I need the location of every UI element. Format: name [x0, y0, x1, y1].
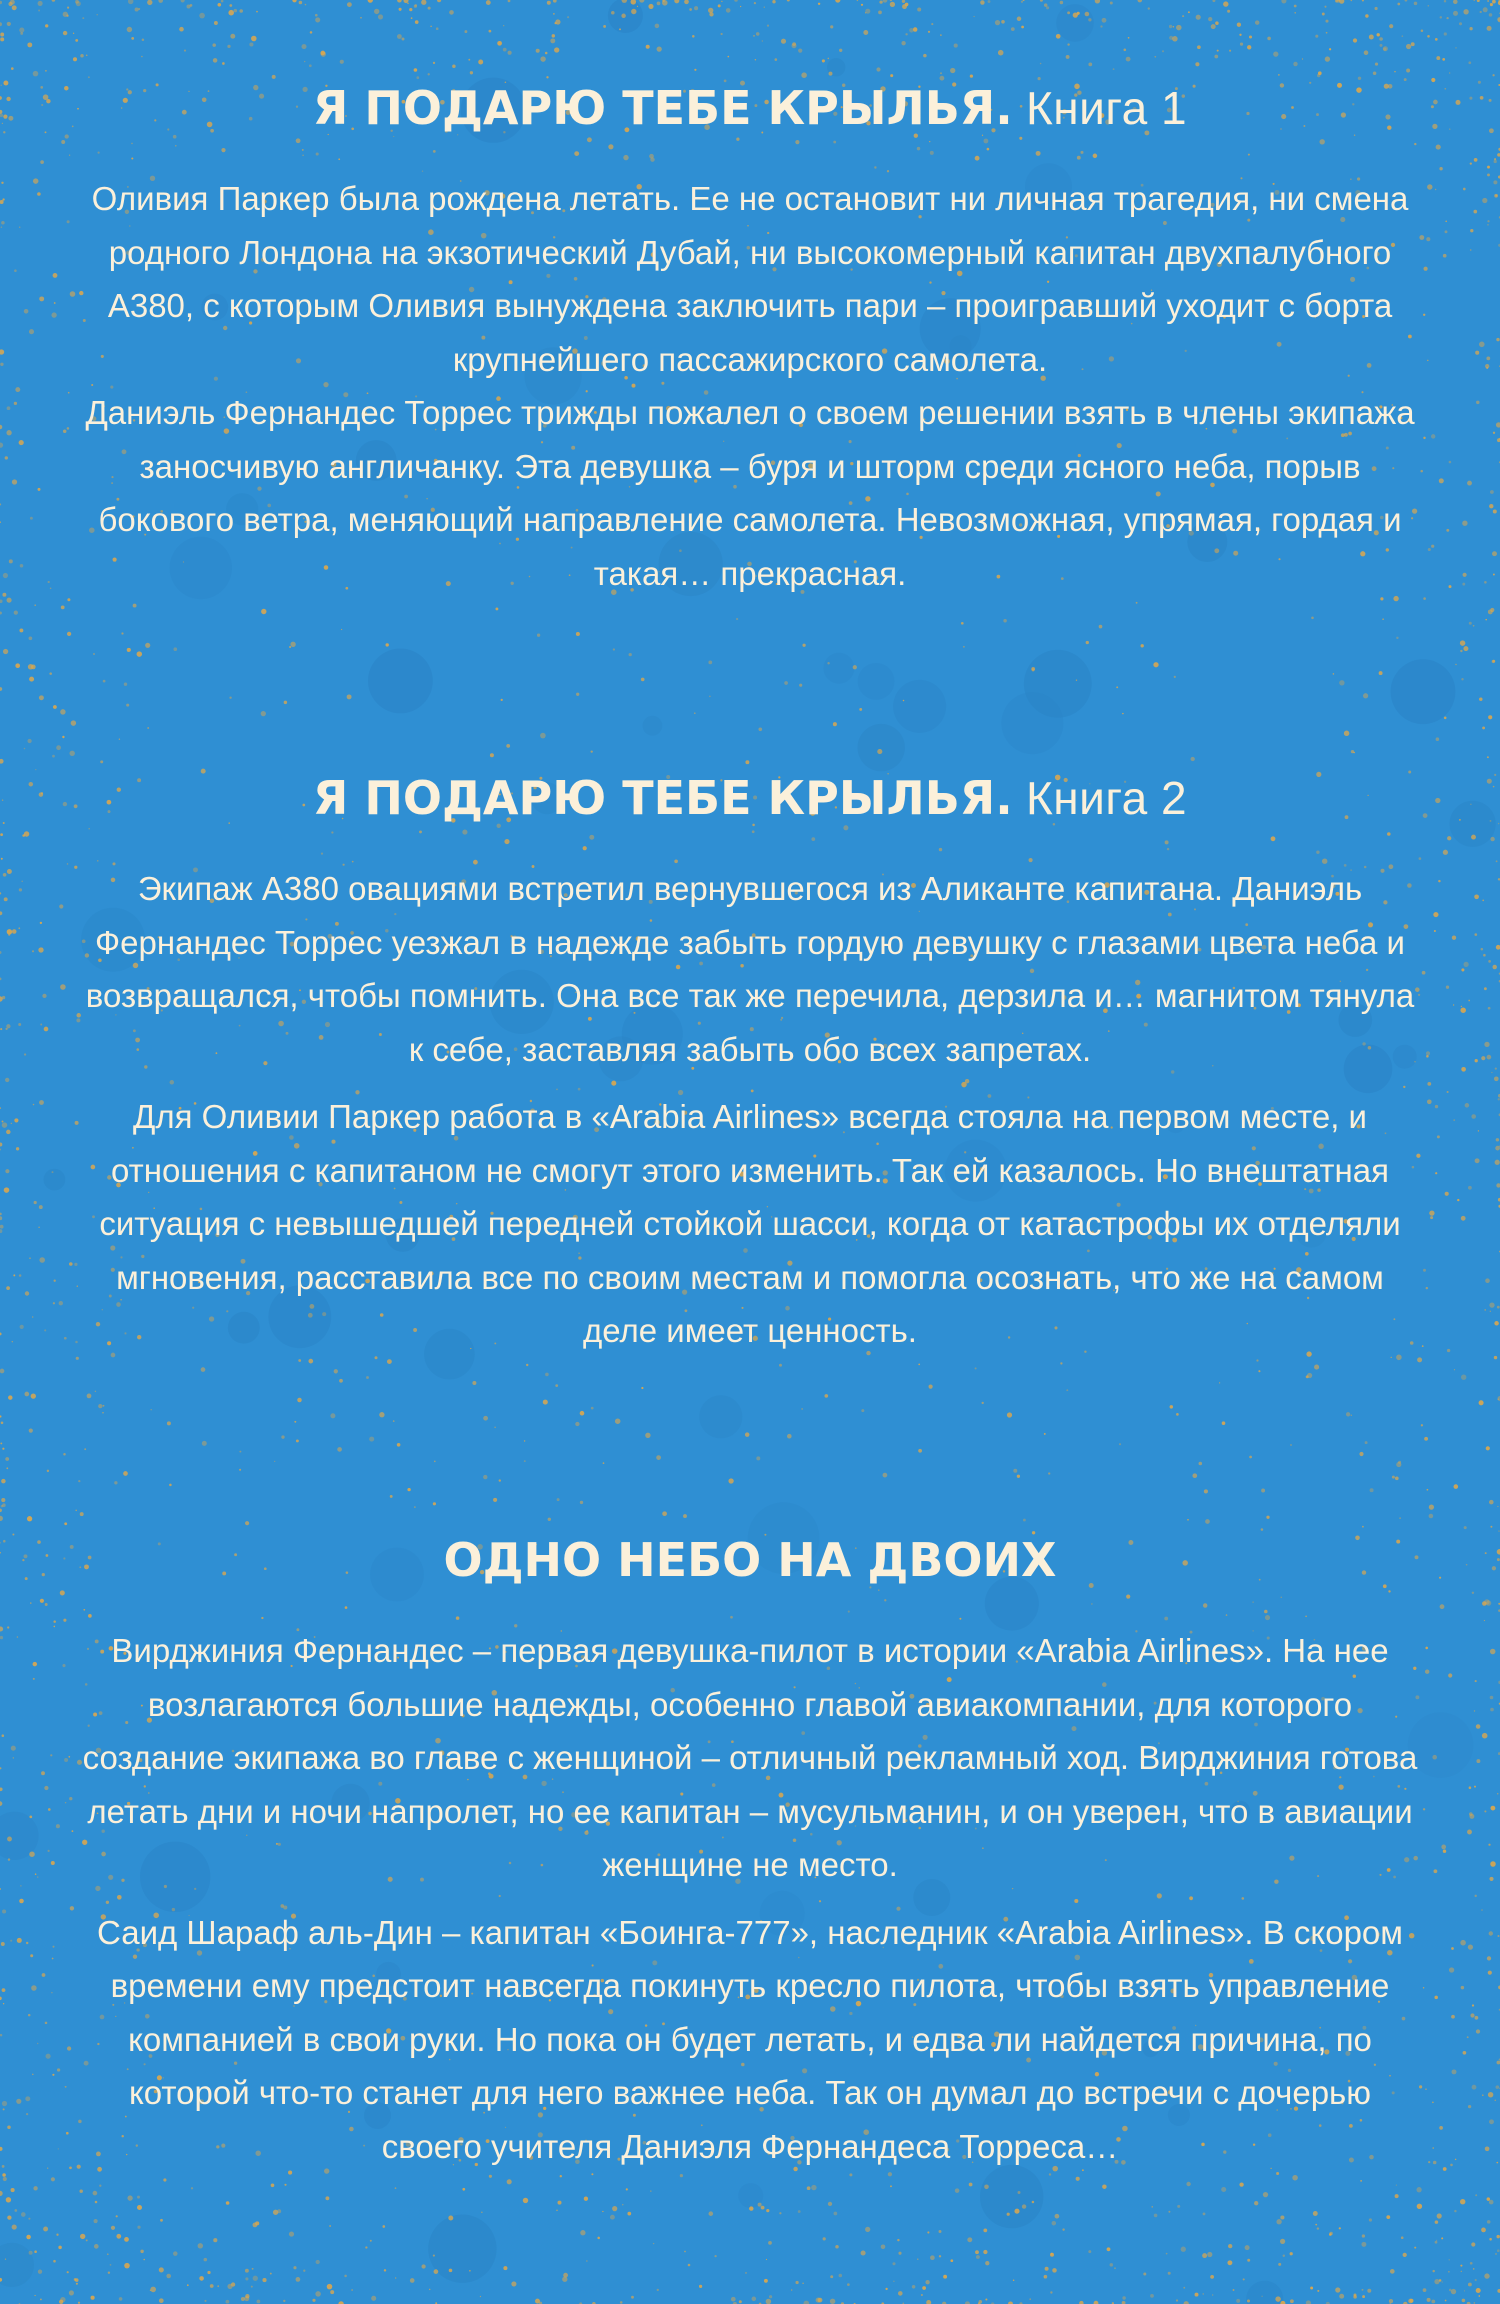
book-3-paragraph-1: Вирджиния Фернандес – первая девушка-пилот в истории «Arabia Airlines». На нее возлагаются большие надежды, особенно главой авиакомпании, для которого создание экипажа во главе с женщиной – отличный рекламный ход. Вирджиния готова летать дни и ночи напролет, но ее капитан – мусульманин, и он уверен, что в авиации женщине не место. [82, 1632, 1418, 1883]
book-1-paragraph-1: Оливия Паркер была рождена летать. Ее не остановит ни личная трагедия, ни смена родного Лондона на экзотический Дубай, ни высокомерный капитан двухпалубного А380, с которым Оливия вынуждена заключить пари – проигравший уходит с борта крупнейшего пассажирского самолета. Даниэль Фернандес Торрес трижды пожалел о своем решении взять в члены экипажа заносчивую англичанку. Эта девушка – буря и шторм среди ясного неба, порыв бокового ветра, меняющий направление самолета. Невозможная, упрямая, гордая и такая… прекрасная. [85, 180, 1415, 592]
book-1-title [80, 78, 1420, 138]
book-2-paragraph-1: Экипаж А380 овациями встретил вернувшегося из Аликанте капитана. Даниэль Фернандес Торрес уезжал в надежде забыть гордую девушку с глазами цвета неба и возвращался, чтобы помнить. Она все так же перечила, дерзила и… магнитом тянула к себе, заставляя забыть обо всех запретах. [85, 870, 1415, 1068]
book-2-section [80, 768, 1420, 1358]
book-3-title-bold: ОДНО НЕБО НА ДВОИХ [443, 1533, 1057, 1587]
book-3-section [80, 1530, 1420, 2173]
book-2-description [80, 862, 1420, 1358]
book-3-title [80, 1530, 1420, 1590]
book-1-title-bold: Я ПОДАРЮ ТЕБЕ КРЫЛЬЯ. [312, 81, 1013, 135]
book-2-title [80, 768, 1420, 828]
book-1-section [80, 78, 1420, 600]
book-2-title-bold: Я ПОДАРЮ ТЕБЕ КРЫЛЬЯ. [312, 771, 1013, 825]
book-1-title-rest: Книга 1 [1012, 82, 1188, 134]
book-3-paragraph-2: Саид Шараф аль-Дин – капитан «Боинга-777», наследник «Arabia Airlines». В скором времени ему предстоит навсегда покинуть кресло пилота, чтобы взять управление компанией в свои руки. Но пока он будет летать, и едва ли найдется причина, по которой что-то станет для него важнее неба. Так он думал до встречи с дочерью своего учителя Даниэля Фернандеса Торреса… [97, 1913, 1403, 2165]
book-2-paragraph-2: Для Оливии Паркер работа в «Arabia Airlines» всегда стояла на первом месте, и отношения с капитаном не смогут этого изменить. Так ей казалось. Но внештатная ситуация с невышедшей передней стойкой шасси, когда от катастрофы их отделяли мгновения, расставила все по своим местам и помогла осознать, что же на самом деле имеет ценность. [99, 1098, 1401, 1349]
book-2-title-rest: Книга 2 [1012, 772, 1188, 824]
book-1-description [80, 172, 1420, 600]
book-3-description [80, 1624, 1420, 2173]
